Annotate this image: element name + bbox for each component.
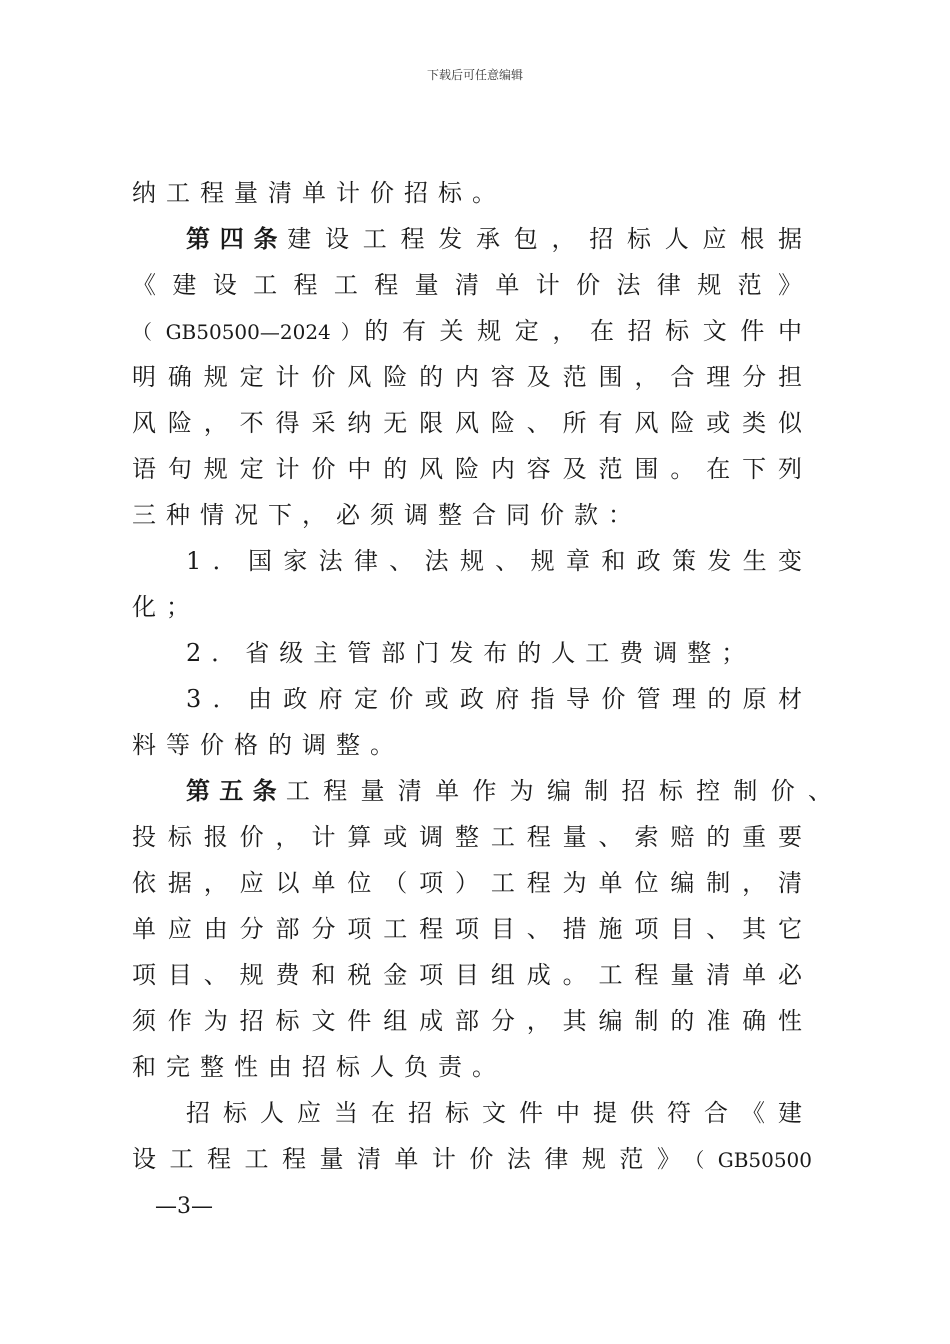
- body-line-13: [132, 730, 812, 760]
- page-number: —3—: [155, 1194, 213, 1219]
- body-line-20: [132, 1052, 812, 1082]
- text: 工程量清单作为编制招标控制价、: [285, 777, 843, 805]
- text: 单应由分部分项工程项目、措施项目、其它: [132, 915, 812, 943]
- body-line-1: [132, 178, 812, 208]
- body-line-17: [132, 914, 812, 944]
- standard-code: （ GB50500—2024 ）: [132, 320, 365, 344]
- body-line-6: [132, 408, 812, 438]
- article-4-line: [186, 224, 812, 254]
- text: 料等价格的调整。: [132, 731, 404, 759]
- text: 须作为招标文件组成部分，其编制的准确性: [132, 1007, 812, 1035]
- body-line-16: [132, 868, 812, 898]
- article-4-label: 第四条: [186, 224, 288, 253]
- text: 投标报价，计算或调整工程量、索赔的重要: [132, 823, 812, 851]
- page-header: 下载后可任意编辑: [426, 68, 523, 82]
- body-line-22: [132, 1144, 812, 1174]
- text: 依据，应以单位（项）工程为单位编制，清: [132, 869, 812, 897]
- body-line-15: [132, 822, 812, 852]
- item-number: 2．: [186, 639, 246, 667]
- text: 化；: [132, 593, 200, 621]
- text: 语句规定计价中的风险内容及范围。在下列: [132, 455, 812, 483]
- text: 设工程工程量清单计价法律规范》: [132, 1145, 695, 1173]
- text: 省级主管部门发布的人工费调整；: [245, 639, 756, 667]
- text: 由政府定价或政府指导价管理的原材: [247, 685, 812, 713]
- list-item-2: [186, 638, 812, 668]
- text: 国家法律、法规、规章和政策发生变: [247, 547, 812, 575]
- text: 和完整性由招标人负责。: [132, 1053, 506, 1081]
- text: 三种情况下，必须调整合同价款：: [132, 501, 642, 529]
- body-line-3: [132, 270, 812, 300]
- standard-code: （ GB50500: [694, 1148, 813, 1172]
- text: 纳工程量清单计价招标。: [132, 179, 506, 207]
- body-line-7: [132, 454, 812, 484]
- body-line-21: [186, 1098, 812, 1128]
- list-item-3: [186, 684, 812, 714]
- body-line-4: [132, 316, 812, 346]
- body-line-5: [132, 362, 812, 392]
- body-line-18: [132, 960, 812, 990]
- body-line-19: [132, 1006, 812, 1036]
- item-number: 1．: [186, 547, 248, 575]
- item-number: 3．: [186, 685, 248, 713]
- text: 建设工程发承包，招标人应根据: [287, 225, 812, 253]
- text: 的有关规定，在招标文件中: [364, 317, 813, 345]
- list-item-1: [186, 546, 812, 576]
- text: 风险，不得采纳无限风险、所有风险或类似: [132, 409, 812, 437]
- article-5-label: 第五条: [186, 776, 286, 805]
- article-5-line: [186, 776, 842, 806]
- body-line-8: [132, 500, 812, 530]
- text: 《建设工程工程量清单计价法律规范》: [132, 271, 812, 299]
- body-line-10: [132, 592, 812, 622]
- text: 招标人应当在招标文件中提供符合《建: [186, 1099, 812, 1127]
- text: 明确规定计价风险的内容及范围，合理分担: [132, 363, 812, 391]
- text: 项目、规费和税金项目组成。工程量清单必: [132, 961, 812, 989]
